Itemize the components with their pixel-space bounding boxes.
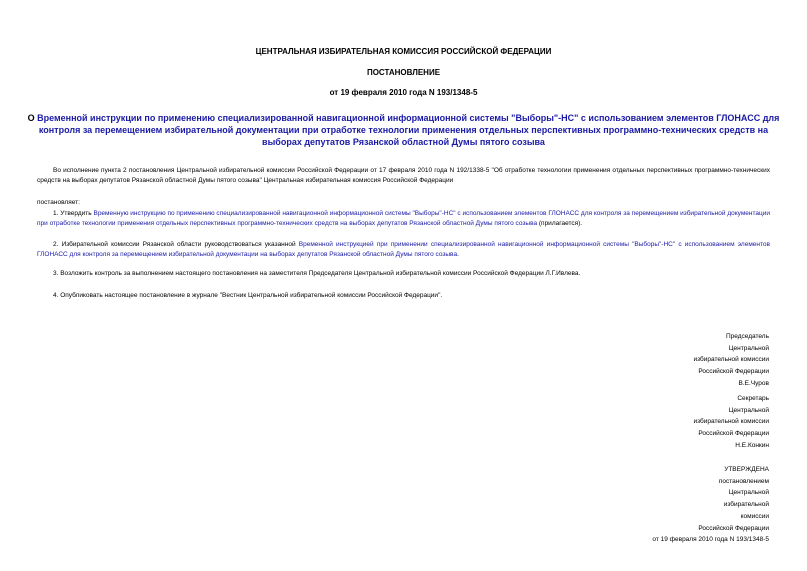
item-2-link[interactable]: Временной инструкцией при применении специализированной навигационной информационной системы "Выборы"-НС" с использованием элементов ГЛОНАСС для контроля за перемещением избирательной документации на выборах депутатов Рязанской областной Думы пятого созыва: [37, 241, 770, 259]
chairman-line: Председатель: [725, 333, 769, 340]
chairman-line: Российской Федерации: [698, 368, 769, 376]
item-2-paragraph: [37, 240, 770, 260]
approval-line: избирательной: [723, 501, 769, 509]
subject-prefix: О: [27, 113, 38, 123]
secretary-line: Секретарь: [737, 395, 769, 402]
subject-link[interactable]: Временной инструкции по применению специализированной навигационной информационной системы "Выборы"-НС" с использованием элементов ГЛОНАСС для контроля за перемещением избирательной документации при отработке технологии применения отдельных перспективных программно-технических средств на выборах депутатов Рязанской областной Думы пятого созыва: [37, 113, 780, 147]
approval-line: УТВЕРЖДЕНА: [724, 466, 769, 473]
secretary-name: Н.Е.Конкин: [735, 441, 769, 449]
item-2-suffix: .: [457, 251, 459, 259]
item-1-link[interactable]: Временную инструкцию по применению специализированной навигационной информационной системы "Выборы"-НС" с использованием элементов ГЛОНАСС для контроля за перемещением избирательной документации при отработке технологии применения отдельных перспективных программно-технических средств на выборах депутатов Рязанской областной Думы пятого созыва: [37, 210, 770, 228]
item-3-paragraph: 3. Возложить контроль за выполнением настоящего постановления на заместителя Председателя Центральной избирательной комиссии Российской Федерации Л.Г.Ивлева.: [53, 270, 581, 277]
approval-line: постановлением: [718, 477, 769, 485]
document-subject: [20, 112, 787, 148]
secretary-line: избирательной комиссии: [693, 418, 769, 426]
chairman-line: избирательной комиссии: [693, 356, 769, 364]
item-4-paragraph: 4. Опубликовать настоящее постановление в журнале "Вестник Центральной избирательной комиссии Российской Федерации".: [53, 292, 443, 299]
chairman-line: Центральной: [728, 344, 769, 352]
secretary-line: Российской Федерации: [698, 430, 769, 438]
commission-title: ЦЕНТРАЛЬНАЯ ИЗБИРАТЕЛЬНАЯ КОМИССИЯ РОССИЙСКОЙ ФЕДЕРАЦИИ: [255, 47, 552, 56]
approval-date: от 19 февраля 2010 года N 193/1348-5: [652, 536, 769, 544]
item-2-prefix: 2. Избирательной комиссии Рязанской области руководствоваться указанной: [53, 241, 299, 248]
document-type: ПОСТАНОВЛЕНИЕ: [366, 68, 441, 77]
chairman-signature: [569, 331, 769, 390]
item-1-prefix: 1. Утвердить: [53, 210, 94, 217]
approval-line: Центральной: [728, 489, 769, 497]
item-1-suffix: (прилагается).: [537, 220, 583, 228]
secretary-signature: [569, 393, 769, 452]
secretary-line: Центральной: [728, 406, 769, 414]
approval-line: Российской Федерации: [698, 524, 769, 532]
document-date-number: от 19 февраля 2010 года N 193/1348-5: [329, 88, 478, 97]
approval-line: комиссии: [740, 512, 769, 520]
preamble-paragraph: Во исполнение пункта 2 постановления Центральной избирательной комиссии Российской Федерации от 17 февраля 2010 года N 192/1338-5 "Об отработке технологии применения отдельных перспективных программно-технических средств на выборах депутатов Рязанской областной Думы пятого созыва" Центральная избирательная комиссия Российской Федерации: [37, 167, 770, 185]
approval-block: [569, 464, 769, 546]
chairman-name: В.Е.Чуров: [738, 379, 769, 387]
resolves-label: постановляет:: [37, 199, 80, 206]
item-1-paragraph: [37, 209, 770, 229]
